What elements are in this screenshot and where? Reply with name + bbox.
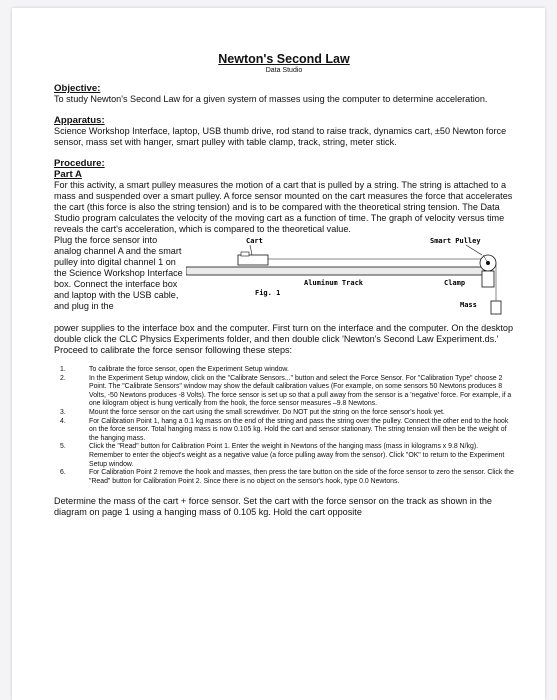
part-a-heading: Part A [54,169,82,180]
step-text: For Calibration Point 2 remove the hook and masses, then press the tare button on the side of the force sensor to zero the sensor. Click the "Read" button for Calibration Point 2. Since there is no object on the sensor's hook, type 0.0 Newtons. [89,469,514,485]
step-number: 2. [60,374,66,382]
step-text: To calibrate the force sensor, open the Experiment Setup window. [89,366,289,373]
objective-text: To study Newton's Second Law for a given system of masses using the computer to determine acceleration. [54,94,488,104]
aluminum-track [186,267,486,275]
document-content [54,52,514,518]
step-number: 6. [60,469,66,477]
figure-number: Fig. 1 [255,289,281,297]
calibration-step [54,418,514,444]
hanging-mass [491,301,501,314]
track-label: Aluminum Track [304,279,364,287]
step-number: 4. [60,417,66,425]
procedure-continue: power supplies to the interface box and the computer. First turn on the interface and the computer. On the desktop double click the CLC Physics Experiments folder, and then double click 'Newton's Second Law Experiment.ds.' Proceed to calibrate the force sensor following these steps: [54,323,513,355]
table-clamp [482,271,494,287]
apparatus-text: Science Workshop Interface, laptop, USB thumb drive, rod stand to raise track, dynamics cart, ±50 Newton force sensor, mass set with hanger, smart pulley with table clamp, track, string, meter stick. [54,126,507,147]
step-number: 1. [60,366,66,373]
cart-track-diagram [186,233,516,325]
figure-wrap-row [54,235,514,323]
smart-pulley-label: Smart Pulley [430,237,481,245]
mass-label: Mass [460,301,477,309]
closing-paragraph: Determine the mass of the cart + force sensor. Set the cart with the force sensor on the track as shown in the diagram on page 1 using a hanging mass of 0.105 kg. Hold the cart opposite [54,496,492,518]
cart-body [238,255,268,265]
procedure-wrap-text: Plug the force sensor into analog channel A and the smart pulley into digital channel 1 on the Science Workshop Interface box. Connect the interface box and laptop with the USB cable, and plug in the [54,235,183,311]
step-text: For Calibration Point 1, hang a 0.1 kg mass on the end of the string and pass the string over the pulley. Connect the other end to the hook on the force sensor. Total hanging mass is now 0.105 kg. Hold the cart and sensor stationary. The string tension will then be the weight of the hanging mass. [89,417,509,442]
document-page [12,8,545,700]
pulley-pointer [466,245,482,255]
calibration-step [54,375,514,409]
document-title: Newton's Second Law [218,52,350,66]
calibration-step [54,443,514,469]
calibration-steps [54,366,514,486]
calibration-step [54,469,514,486]
step-number: 3. [60,408,66,416]
procedure-intro: For this activity, a smart pulley measures the motion of a cart that is pulled by a string. The string is attached to a mass and suspended over a smart pulley. A force sensor mounted on the cart measures the force that accelerates the cart (this force is also the string tension) and is to be compared with the theoretical string tension. The Data Studio program calculates the velocity of the moving cart as a function of time. The graph of velocity versus time reveals the cart's acceleration, which is compared to the theoretical value. [54,180,513,234]
step-text: Mount the force sensor on the cart using the small screwdriver. Do NOT put the string on the force sensor's hook yet. [89,408,445,416]
cart-pointer [250,245,252,255]
step-number: 5. [60,443,66,451]
objective-heading: Objective: [54,83,101,94]
clamp-label: Clamp [444,279,466,287]
calibration-step [54,366,514,375]
calibration-step [54,409,514,418]
procedure-heading: Procedure: [54,158,105,169]
step-text: In the Experiment Setup window, click on the "Calibrate Sensors..." button and select the Force Sensor. For "Calibration Type" choose 2 Point. The "Calibrate Sensors" window may show the default calibration values (For example, on some sensors 50 Newtons produces 8 Volts, -50 Newtons produces -8 Volts). The force sensor is set up so that a pull away from the sensor is a 'negative' force. For example, if a one kilogram object is hung vertically from the hook, the force sensor measures –9.8 Newtons. [89,374,512,408]
cart-label: Cart [246,237,263,245]
document-subtitle: Data Studio [265,67,303,74]
force-sensor [241,252,249,256]
step-text: Click the "Read" button for Calibration Point 1. Enter the weight in Newtons of the hanging mass (mass in kilograms x 9.8 N/kg). Remember to enter the object's weight as a negative value (a force pulling away from the sensor). Click "OK" to return to the Experiment Setup window. [89,443,505,468]
apparatus-heading: Apparatus: [54,115,105,126]
